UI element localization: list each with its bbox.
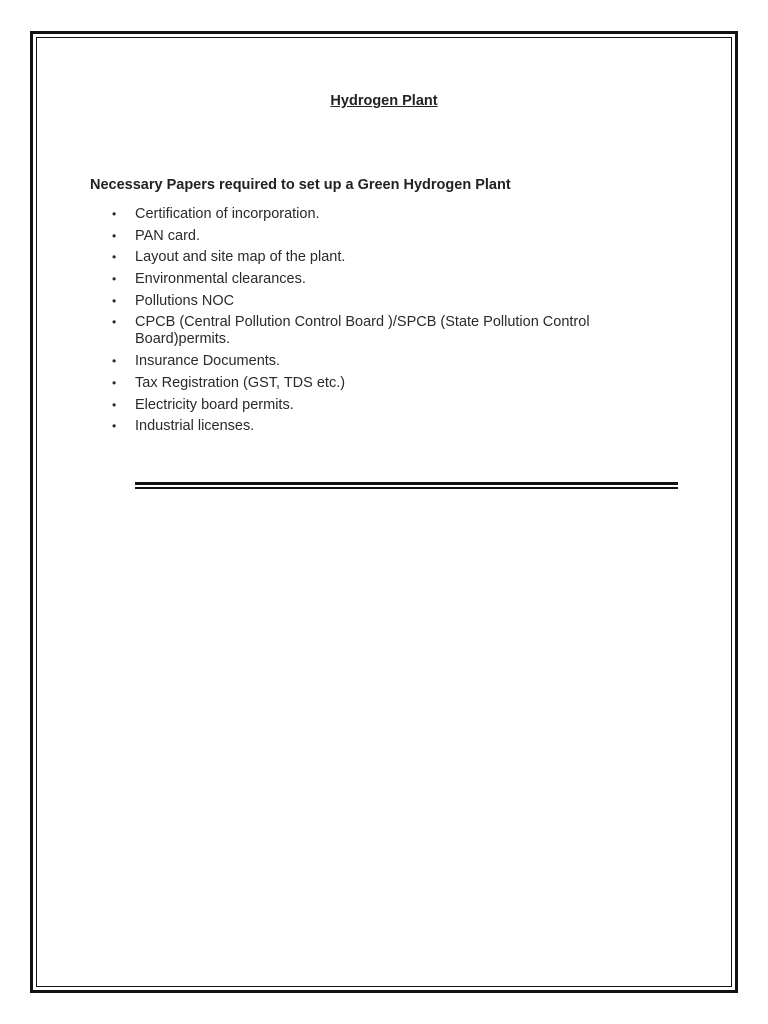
list-item-text: Certification of incorporation.	[135, 206, 320, 222]
list-item	[112, 228, 632, 245]
list-item	[112, 353, 632, 370]
list-item	[112, 418, 632, 435]
list-item-text: Industrial licenses.	[135, 418, 255, 435]
divider-rule-thick	[135, 482, 678, 485]
list-item-text: Insurance Documents.	[135, 353, 281, 370]
list-item	[112, 206, 632, 223]
list-item	[112, 314, 632, 348]
bullet-icon: •	[112, 272, 117, 287]
bullet-icon: •	[112, 207, 117, 221]
list-item-text: Tax Registration (GST, TDS etc.)	[135, 374, 346, 391]
bullet-icon: •	[112, 419, 117, 434]
bullet-icon: •	[112, 228, 117, 243]
bullet-icon: •	[112, 397, 117, 412]
list-item-text: Electricity board permits.	[135, 396, 294, 413]
list-item	[112, 375, 632, 392]
list-item-text: PAN card.	[135, 227, 201, 244]
divider-rule-thin	[135, 487, 678, 489]
list-item	[112, 293, 632, 310]
list-item-text: CPCB (Central Pollution Control Board )/SPCB (State Pollution Control Board)permits.	[135, 314, 590, 348]
list-item-text: Pollutions NOC	[135, 292, 235, 309]
document-title: Hydrogen Plant	[330, 93, 438, 109]
list-item	[112, 397, 632, 414]
bullet-icon: •	[112, 375, 117, 390]
list-item-text: Layout and site map of the plant.	[135, 249, 346, 266]
required-papers-list	[112, 206, 632, 440]
bullet-icon: •	[112, 354, 117, 369]
list-item-text: Environmental clearances.	[135, 271, 306, 288]
list-item	[112, 271, 632, 288]
bullet-icon: •	[112, 315, 117, 330]
list-item	[112, 249, 632, 266]
bullet-icon: •	[112, 250, 117, 265]
bullet-icon: •	[112, 293, 117, 308]
section-heading: Necessary Papers required to set up a Green Hydrogen Plant	[90, 177, 511, 193]
